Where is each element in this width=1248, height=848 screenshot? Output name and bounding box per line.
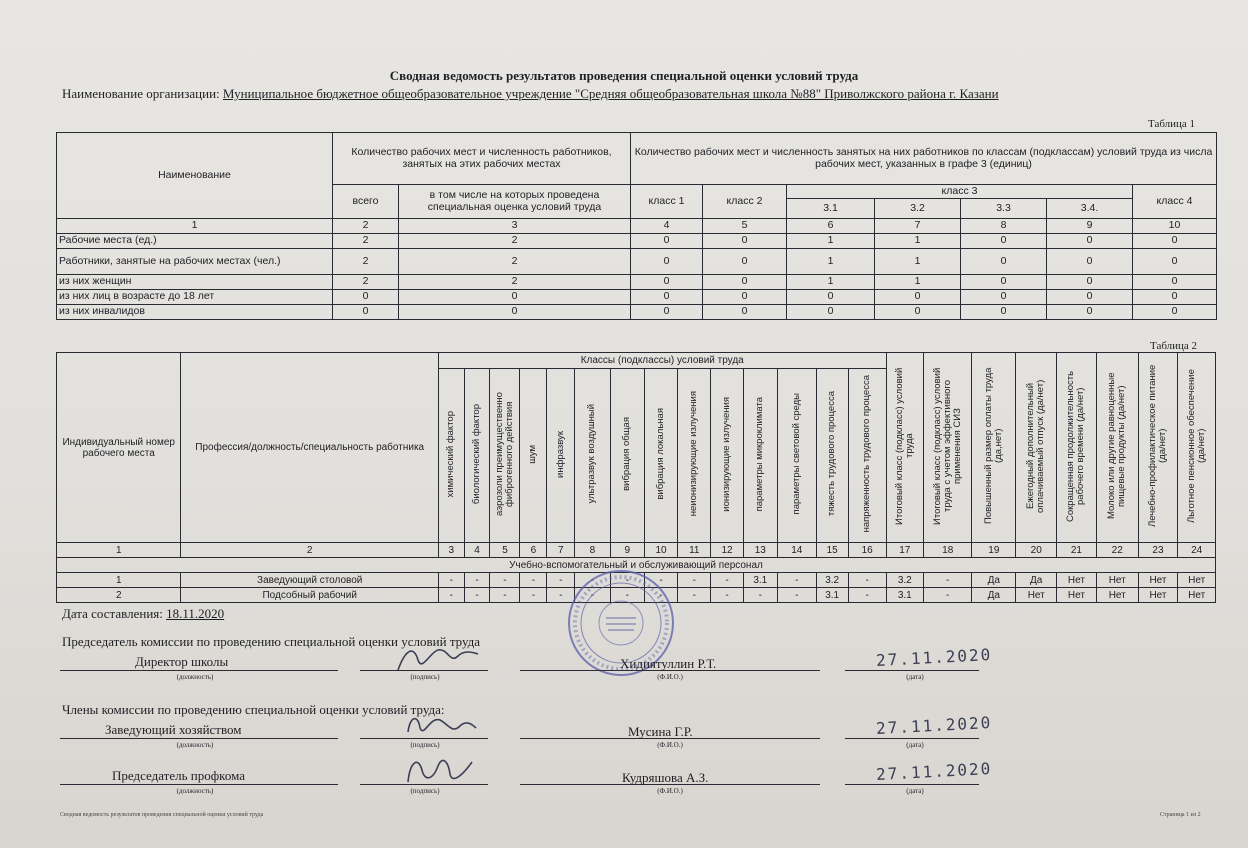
org-label: Наименование организации:: [62, 86, 220, 101]
t1-cell: 0: [1133, 305, 1217, 320]
members-label: Члены комиссии по проведению специальной оценки условий труда:: [62, 702, 445, 717]
t2-cell: -: [848, 573, 886, 588]
table2-caption: Таблица 2: [1150, 340, 1198, 352]
t2-numbers-row: [57, 543, 1216, 558]
t2-factor: инфразвук: [554, 430, 566, 478]
t2-col-milk: Молоко или другие равноценные пищевые продукты (да/нет): [1106, 372, 1128, 520]
date-value: 18.11.2020: [166, 606, 225, 621]
t2-cell: -: [743, 588, 777, 603]
t2-cell: Нет: [1057, 573, 1097, 588]
t1-cell: 0: [787, 290, 875, 305]
line: [845, 784, 979, 785]
t2-cell: Нет: [1138, 588, 1178, 603]
signer-name: Кудряшова А.З.: [622, 770, 709, 785]
t1-cell: 0: [703, 234, 787, 249]
t2-num: 22: [1096, 543, 1138, 558]
t2-factor: параметры микроклимата: [754, 396, 766, 512]
t1-cell: 0: [1047, 275, 1133, 290]
signature-icon: [400, 708, 480, 742]
t1-cell: 0: [1133, 290, 1217, 305]
t2-num: 6: [520, 543, 547, 558]
t2-cell: -: [575, 573, 610, 588]
classes-table: [56, 352, 1216, 603]
t2-cell: 3.2: [816, 573, 848, 588]
signer-position: Председатель профкома: [112, 768, 245, 783]
t2-cell: -: [848, 588, 886, 603]
t1-num: 4: [631, 219, 703, 234]
t2-factor: неионизирующие излучения: [688, 391, 700, 517]
document-title: Сводная ведомость результатов проведения специальной оценки условий труда: [389, 68, 859, 83]
t2-cell: -: [438, 573, 464, 588]
line: [845, 738, 979, 739]
t1-cell: 0: [875, 290, 961, 305]
signature-icon: [392, 642, 482, 678]
t1-row-label: из них лиц в возрасте до 18 лет: [57, 290, 333, 305]
table-row: [57, 275, 1217, 290]
t1-num: 9: [1047, 219, 1133, 234]
t1-header-assessed: в том числе на которых проведена специальная оценка условий труда: [399, 185, 631, 219]
t1-row-label: Рабочие места (ед.): [57, 234, 333, 249]
organization-line: [62, 86, 999, 102]
t2-cell: -: [924, 573, 972, 588]
caption-position: (должность): [176, 787, 214, 795]
t1-num: 3: [399, 219, 631, 234]
caption-position: (должность): [176, 673, 214, 681]
t1-num: 10: [1133, 219, 1217, 234]
t2-cell: -: [777, 588, 816, 603]
t1-num: 7: [875, 219, 961, 234]
t1-cell: 1: [787, 275, 875, 290]
t2-cell: -: [644, 573, 677, 588]
caption-date: (дата): [906, 741, 924, 749]
t1-num: 8: [961, 219, 1047, 234]
t2-col-vacation: Ежегодный дополнительный оплачиваемый отпуск (да/нет): [1025, 379, 1047, 513]
t2-num: 9: [610, 543, 644, 558]
t1-numbers-row: [57, 219, 1217, 234]
t1-sub-3-3: 3.3: [961, 199, 1047, 219]
t1-cell: 1: [787, 234, 875, 249]
caption-date: (дата): [906, 787, 924, 795]
t2-row-name: Заведующий столовой: [181, 573, 439, 588]
page-number: Страница 1 из 2: [1160, 812, 1201, 818]
t2-cell: -: [520, 588, 547, 603]
t2-factor: ультразвук воздушный: [586, 404, 598, 504]
t2-cell: 3.1: [886, 588, 924, 603]
t1-cell: 0: [703, 290, 787, 305]
t2-cell: 3.2: [886, 573, 924, 588]
t1-cell: 0: [875, 305, 961, 320]
t2-factor: аэрозоли преимущественно фиброгенного действия: [494, 392, 515, 516]
t1-cell: 0: [1133, 234, 1217, 249]
t2-num: 2: [181, 543, 439, 558]
t2-num: 18: [924, 543, 972, 558]
t2-factor: напряженность трудового процесса: [861, 375, 873, 533]
caption-fio: (Ф.И.О.): [657, 741, 683, 749]
table-row: [57, 290, 1217, 305]
t2-col-final-class: Итоговый класс (подкласс) условий труда: [893, 367, 915, 525]
t2-cell: Нет: [1016, 588, 1057, 603]
t2-num: 12: [711, 543, 743, 558]
t1-cell: 0: [631, 305, 703, 320]
t1-cell: 0: [961, 290, 1047, 305]
t2-factor: вибрация общая: [621, 417, 633, 491]
t2-row-name: Подсобный рабочий: [181, 588, 439, 603]
t2-factor: химический фактор: [445, 410, 457, 498]
table-row: [57, 249, 1217, 275]
t2-num: 14: [777, 543, 816, 558]
t2-col-nutrition: Лечебно-профилактическое питание (да/нет): [1147, 364, 1168, 528]
caption-signature: (подпись): [410, 787, 440, 795]
t1-cell: 0: [703, 275, 787, 290]
signer-date: 27.11.2020: [875, 712, 993, 739]
t1-header-class1: класс 1: [631, 185, 703, 219]
t2-factor: параметры световой среды: [790, 393, 802, 515]
t1-sub-3-4: 3.4.: [1047, 199, 1133, 219]
t1-cell: 0: [333, 305, 399, 320]
t2-cell: Нет: [1096, 588, 1138, 603]
t2-row-id: 2: [57, 588, 181, 603]
table-row: [57, 234, 1217, 249]
t1-cell: 0: [1047, 234, 1133, 249]
t1-cell: 0: [961, 249, 1047, 275]
t2-cell: -: [610, 573, 644, 588]
t1-cell: 2: [399, 275, 631, 290]
t2-header-profession: Профессия/должность/специальность работника: [181, 353, 439, 543]
org-name: Муниципальное бюджетное общеобразовательное учреждение "Средняя общеобразовательная школа №88" Приволжского района г. Казани: [222, 86, 999, 101]
t1-cell: 0: [703, 249, 787, 275]
t1-cell: 2: [399, 234, 631, 249]
t2-cell: -: [678, 588, 711, 603]
t2-cell: -: [777, 573, 816, 588]
t2-cell: Нет: [1057, 588, 1097, 603]
t2-factor: ионизирующие излучения: [721, 396, 733, 512]
t2-header-classes: Классы (подклассы) условий труда: [438, 353, 886, 369]
date-compiled: [62, 606, 224, 622]
caption-fio: (Ф.И.О.): [657, 787, 683, 795]
t1-cell: 2: [333, 249, 399, 275]
t1-cell: 0: [1133, 275, 1217, 290]
t2-cell: -: [924, 588, 972, 603]
t1-cell: 1: [875, 234, 961, 249]
caption-fio: (Ф.И.О.): [657, 673, 683, 681]
t2-num: 16: [848, 543, 886, 558]
footnote: Сводная ведомость результатов проведения специальной оценки условий труда: [60, 812, 264, 818]
t2-num: 19: [972, 543, 1016, 558]
t2-num: 17: [886, 543, 924, 558]
signer-name: Мусина Г.Р.: [628, 724, 693, 739]
t1-cell: 0: [703, 305, 787, 320]
t2-header-id: Индивидуальный номер рабочего места: [57, 353, 181, 543]
t1-cell: 1: [875, 249, 961, 275]
t1-sub-3-2: 3.2: [875, 199, 961, 219]
t1-cell: 0: [961, 275, 1047, 290]
t1-cell: 0: [1047, 305, 1133, 320]
t2-cell: -: [490, 588, 520, 603]
t2-cell: -: [520, 573, 547, 588]
chair-label: Председатель комиссии по проведению специальной оценки условий труда: [62, 634, 481, 649]
t2-num: 24: [1178, 543, 1216, 558]
t2-num: 5: [490, 543, 520, 558]
t1-cell: 0: [961, 234, 1047, 249]
t2-cell: -: [547, 588, 575, 603]
table-row: [57, 305, 1217, 320]
table1-caption: Таблица 1: [1148, 118, 1196, 130]
t2-col-pay: Повышенный размер оплаты труда (да,нет): [982, 367, 1004, 525]
signer-date: 27.11.2020: [875, 758, 993, 785]
signer-date: 27.11.2020: [875, 644, 993, 671]
t1-cell: 0: [631, 234, 703, 249]
signer-position: Директор школы: [135, 654, 229, 669]
t2-cell: -: [490, 573, 520, 588]
t1-header-classes: Количество рабочих мест и численность занятых на них работников по классам (подклассам) условий труда из числа рабочих мест, указанных в графе 3 (единиц): [631, 133, 1217, 185]
t2-num: 21: [1057, 543, 1097, 558]
t1-sub-3-1: 3.1: [787, 199, 875, 219]
t2-cell: -: [644, 588, 677, 603]
t1-num: 6: [787, 219, 875, 234]
t2-num: 11: [678, 543, 711, 558]
t2-cell: -: [711, 573, 743, 588]
t2-row-id: 1: [57, 573, 181, 588]
t2-num: 10: [644, 543, 677, 558]
t2-factor: биологический фактор: [471, 403, 483, 505]
t1-cell: 0: [1047, 290, 1133, 305]
t2-section-title: Учебно-вспомогательный и обслуживающий персонал: [57, 558, 1216, 573]
t1-cell: 1: [875, 275, 961, 290]
t1-cell: 0: [961, 305, 1047, 320]
t2-cell: Да: [972, 588, 1016, 603]
t2-num: 15: [816, 543, 848, 558]
signer-position: Заведующий хозяйством: [105, 722, 242, 737]
t1-cell: 2: [333, 275, 399, 290]
t1-cell: 0: [631, 249, 703, 275]
t2-factor: вибрация локальная: [655, 408, 667, 500]
t1-header-total: всего: [333, 185, 399, 219]
caption-signature: (подпись): [410, 741, 440, 749]
t1-header-class2: класс 2: [703, 185, 787, 219]
t2-num: 4: [464, 543, 490, 558]
t2-col-short-time: Сокращенная продолжительность рабочего времени (да/нет): [1065, 370, 1087, 522]
t1-row-label: из них инвалидов: [57, 305, 333, 320]
t2-num: 23: [1138, 543, 1178, 558]
caption-date: (дата): [906, 673, 924, 681]
t2-cell: -: [547, 573, 575, 588]
t2-cell: Да: [1016, 573, 1057, 588]
t2-cell: Нет: [1178, 588, 1216, 603]
t2-col-final-class-siz: Итоговый класс (подкласс) условий труда с учетом эффективного применения СИЗ: [931, 367, 963, 525]
t1-cell: 1: [787, 249, 875, 275]
t2-num: 3: [438, 543, 464, 558]
t1-header-class4: класс 4: [1133, 185, 1217, 219]
t1-cell: 0: [399, 290, 631, 305]
caption-position: (должность): [176, 741, 214, 749]
line: [845, 670, 979, 671]
t1-row-label: Работники, занятые на рабочих местах (чел.): [57, 249, 333, 275]
t1-cell: 0: [1047, 249, 1133, 275]
t2-cell: -: [575, 588, 610, 603]
t1-num: 1: [57, 219, 333, 234]
t2-cell: Нет: [1096, 573, 1138, 588]
t2-cell: 3.1: [816, 588, 848, 603]
t2-cell: 3.1: [743, 573, 777, 588]
summary-table: [56, 132, 1217, 320]
date-label: Дата составления:: [62, 606, 163, 621]
t1-cell: 0: [1133, 249, 1217, 275]
t1-num: 5: [703, 219, 787, 234]
t2-factor: шум: [527, 444, 539, 464]
line: [60, 784, 338, 785]
t1-cell: 0: [631, 275, 703, 290]
t1-cell: 0: [333, 290, 399, 305]
t2-cell: -: [438, 588, 464, 603]
t2-cell: -: [464, 573, 490, 588]
t2-cell: -: [610, 588, 644, 603]
t2-cell: Нет: [1178, 573, 1216, 588]
t2-cell: -: [711, 588, 743, 603]
t2-cell: -: [678, 573, 711, 588]
t1-header-name: Наименование: [57, 133, 333, 219]
t1-cell: 0: [631, 290, 703, 305]
t2-factor: тяжесть трудового процесса: [826, 391, 838, 517]
t1-cell: 2: [333, 234, 399, 249]
line: [60, 670, 338, 671]
t2-num: 8: [575, 543, 610, 558]
t2-num: 20: [1016, 543, 1057, 558]
t2-num: 7: [547, 543, 575, 558]
t1-cell: 2: [399, 249, 631, 275]
t2-cell: -: [464, 588, 490, 603]
t1-num: 2: [333, 219, 399, 234]
t2-col-pension: Льготное пенсионное обеспечение (да/нет): [1185, 369, 1207, 523]
t2-num: 1: [57, 543, 181, 558]
t2-num: 13: [743, 543, 777, 558]
t1-cell: 0: [399, 305, 631, 320]
t1-header-count: Количество рабочих мест и численность работников, занятых на этих рабочих местах: [333, 133, 631, 185]
signature-icon: [398, 752, 478, 790]
t1-cell: 0: [787, 305, 875, 320]
line: [60, 738, 338, 739]
signer-name: Хидиятуллин Р.Т.: [620, 656, 717, 671]
t1-row-label: из них женщин: [57, 275, 333, 290]
t1-header-class3: класс 3: [787, 185, 1133, 199]
t2-cell: Нет: [1138, 573, 1178, 588]
t2-cell: Да: [972, 573, 1016, 588]
caption-signature: (подпись): [410, 673, 440, 681]
